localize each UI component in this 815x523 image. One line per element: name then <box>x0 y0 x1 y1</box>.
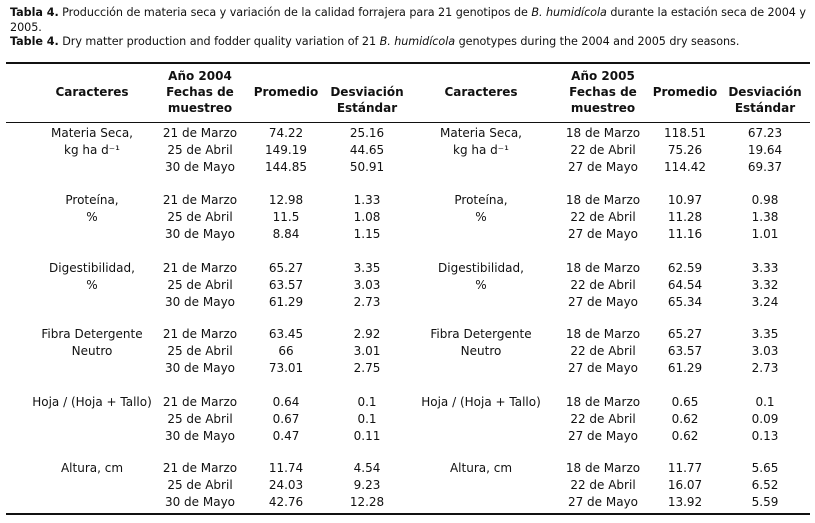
sampling-date-cell: 21 de Marzo <box>162 327 238 341</box>
mean-cell: 12.98 <box>268 193 304 207</box>
std-dev-cell: 50.91 <box>349 160 385 174</box>
mean-cell: 149.19 <box>265 143 307 157</box>
std-dev-cell: 3.32 <box>751 278 779 292</box>
caption-en-species: B. humidícola <box>379 35 456 48</box>
sampling-date-cell: 27 de Mayo <box>567 361 639 375</box>
std-dev-cell: 3.03 <box>353 278 381 292</box>
std-dev-cell: 2.73 <box>353 295 381 309</box>
trait-label-2005: Digestibilidad, <box>438 261 524 275</box>
sampling-date-cell: 18 de Marzo <box>565 461 641 475</box>
std-dev-cell: 67.23 <box>747 126 783 140</box>
sampling-date-cell: 22 de Abril <box>570 210 636 224</box>
std-dev-cell: 0.1 <box>357 395 377 409</box>
sampling-date-cell: 18 de Marzo <box>565 126 641 140</box>
mean-cell: 8.84 <box>272 227 300 241</box>
std-dev-cell: 0.98 <box>751 193 779 207</box>
sampling-date-cell: 22 de Abril <box>570 143 636 157</box>
std-dev-cell: 0.1 <box>357 412 377 426</box>
std-dev-cell: 19.64 <box>747 143 783 157</box>
sampling-date-cell: 18 de Marzo <box>565 261 641 275</box>
std-dev-cell: 1.33 <box>353 193 381 207</box>
mean-cell: 11.28 <box>667 210 703 224</box>
sampling-date-cell: 27 de Mayo <box>567 429 639 443</box>
mean-cell: 73.01 <box>268 361 304 375</box>
mean-cell: 0.67 <box>272 412 300 426</box>
mean-cell: 118.51 <box>664 126 706 140</box>
mean-cell: 10.97 <box>667 193 703 207</box>
sampling-date-cell: 27 de Mayo <box>567 160 639 174</box>
top-rule <box>6 62 810 64</box>
trait-unit-2005: % <box>475 210 487 224</box>
mean-cell: 63.57 <box>268 278 304 292</box>
sampling-date-cell: 30 de Mayo <box>164 160 236 174</box>
header-desviacion-2004 <box>322 84 412 116</box>
sampling-date-cell: 18 de Marzo <box>565 395 641 409</box>
std-dev-cell: 0.13 <box>751 429 779 443</box>
caption-english <box>10 35 810 50</box>
mean-cell: 63.45 <box>268 327 304 341</box>
sampling-date-cell: 25 de Abril <box>167 278 233 292</box>
header-fechas-2004-line1: Fechas de <box>166 85 234 99</box>
trait-unit-2004: Neutro <box>71 344 113 358</box>
sampling-date-cell: 22 de Abril <box>570 478 636 492</box>
std-dev-cell: 6.52 <box>751 478 779 492</box>
sampling-date-cell: 30 de Mayo <box>164 495 236 509</box>
std-dev-cell: 3.03 <box>751 344 779 358</box>
sampling-date-cell: 25 de Abril <box>167 412 233 426</box>
mean-cell: 62.59 <box>667 261 703 275</box>
std-dev-cell: 5.65 <box>751 461 779 475</box>
mean-cell: 75.26 <box>667 143 703 157</box>
std-dev-cell: 3.35 <box>353 261 381 275</box>
header-fechas-2004-line2: muestreo <box>167 101 233 115</box>
trait-label-2005: Materia Seca, <box>440 126 522 140</box>
sampling-date-cell: 27 de Mayo <box>567 495 639 509</box>
std-dev-cell: 3.01 <box>353 344 381 358</box>
mean-cell: 13.92 <box>667 495 703 509</box>
header-rule <box>6 122 810 123</box>
mean-cell: 61.29 <box>268 295 304 309</box>
sampling-date-cell: 30 de Mayo <box>164 295 236 309</box>
sampling-date-cell: 25 de Abril <box>167 143 233 157</box>
std-dev-cell: 1.38 <box>751 210 779 224</box>
std-dev-cell: 4.54 <box>353 461 381 475</box>
mean-cell: 24.03 <box>268 478 304 492</box>
caption-es-text-a: Producción de materia seca y variación de la calidad forrajera para 21 genotipos de <box>58 6 532 19</box>
header-caracteres-2005: Caracteres <box>444 85 518 99</box>
std-dev-cell: 1.15 <box>353 227 381 241</box>
sampling-date-cell: 30 de Mayo <box>164 227 236 241</box>
std-dev-cell: 2.92 <box>353 327 381 341</box>
trait-label-2005: Fibra Detergente <box>430 327 532 341</box>
sampling-date-cell: 18 de Marzo <box>565 193 641 207</box>
std-dev-cell: 3.33 <box>751 261 779 275</box>
std-dev-cell: 25.16 <box>349 126 385 140</box>
trait-label-2004: Hoja / (Hoja + Tallo) <box>32 395 152 409</box>
trait-label-2004: Altura, cm <box>60 461 124 475</box>
header-year-2004 <box>150 68 250 116</box>
mean-cell: 0.62 <box>671 412 699 426</box>
trait-label-2004: Materia Seca, <box>51 126 133 140</box>
header-promedio-2005: Promedio <box>652 85 718 99</box>
caption-es-label: Tabla 4. <box>10 6 59 19</box>
trait-unit-2005: Neutro <box>460 344 502 358</box>
std-dev-cell: 12.28 <box>349 495 385 509</box>
header-desviacion-2004-line2: Estándar <box>336 101 398 115</box>
sampling-date-cell: 22 de Abril <box>570 278 636 292</box>
std-dev-cell: 0.11 <box>353 429 381 443</box>
caption-spanish <box>10 6 810 35</box>
std-dev-cell: 1.08 <box>353 210 381 224</box>
trait-unit-2004: % <box>86 278 98 292</box>
header-desviacion-2004-line1: Desviación <box>330 85 404 99</box>
sampling-date-cell: 25 de Abril <box>167 344 233 358</box>
caption-en-text-a: Dry matter production and fodder quality variation of 21 <box>58 35 380 48</box>
header-desviacion-2005 <box>720 84 810 116</box>
sampling-date-cell: 21 de Marzo <box>162 126 238 140</box>
sampling-date-cell: 25 de Abril <box>167 210 233 224</box>
header-year-2004-label: Año 2004 <box>168 69 232 83</box>
trait-unit-2004: kg ha d⁻¹ <box>64 143 120 157</box>
trait-label-2005: Altura, cm <box>449 461 513 475</box>
mean-cell: 66 <box>278 344 294 358</box>
mean-cell: 63.57 <box>667 344 703 358</box>
mean-cell: 0.65 <box>671 395 699 409</box>
std-dev-cell: 0.09 <box>751 412 779 426</box>
trait-label-2005: Hoja / (Hoja + Tallo) <box>421 395 541 409</box>
header-caracteres-2004: Caracteres <box>55 85 129 99</box>
mean-cell: 11.77 <box>667 461 703 475</box>
caption-es-text-b: durante la estación seca de 2004 y 2005. <box>10 6 806 34</box>
mean-cell: 65.34 <box>667 295 703 309</box>
header-desviacion-2005-line1: Desviación <box>728 85 802 99</box>
std-dev-cell: 0.1 <box>755 395 775 409</box>
sampling-date-cell: 25 de Abril <box>167 478 233 492</box>
sampling-date-cell: 21 de Marzo <box>162 261 238 275</box>
sampling-date-cell: 30 de Mayo <box>164 429 236 443</box>
sampling-date-cell: 27 de Mayo <box>567 295 639 309</box>
std-dev-cell: 3.35 <box>751 327 779 341</box>
header-year-2005 <box>553 68 653 116</box>
std-dev-cell: 9.23 <box>353 478 381 492</box>
sampling-date-cell: 22 de Abril <box>570 344 636 358</box>
std-dev-cell: 69.37 <box>747 160 783 174</box>
std-dev-cell: 3.24 <box>751 295 779 309</box>
mean-cell: 64.54 <box>667 278 703 292</box>
trait-unit-2004: % <box>86 210 98 224</box>
table-caption <box>10 6 810 50</box>
sampling-date-cell: 21 de Marzo <box>162 395 238 409</box>
caption-en-label: Table 4. <box>10 35 59 48</box>
sampling-date-cell: 30 de Mayo <box>164 361 236 375</box>
mean-cell: 0.62 <box>671 429 699 443</box>
mean-cell: 42.76 <box>268 495 304 509</box>
header-fechas-2005-line1: Fechas de <box>569 85 637 99</box>
trait-unit-2005: % <box>475 278 487 292</box>
std-dev-cell: 2.73 <box>751 361 779 375</box>
trait-label-2004: Digestibilidad, <box>49 261 135 275</box>
mean-cell: 11.5 <box>272 210 300 224</box>
bottom-rule <box>6 513 810 515</box>
mean-cell: 0.64 <box>272 395 300 409</box>
std-dev-cell: 44.65 <box>349 143 385 157</box>
trait-label-2005: Proteína, <box>454 193 508 207</box>
mean-cell: 11.16 <box>667 227 703 241</box>
mean-cell: 65.27 <box>667 327 703 341</box>
sampling-date-cell: 21 de Marzo <box>162 461 238 475</box>
std-dev-cell: 5.59 <box>751 495 779 509</box>
mean-cell: 0.47 <box>272 429 300 443</box>
caption-es-species: B. humidícola <box>531 6 607 19</box>
mean-cell: 16.07 <box>667 478 703 492</box>
mean-cell: 61.29 <box>667 361 703 375</box>
header-desviacion-2005-line2: Estándar <box>734 101 796 115</box>
mean-cell: 74.22 <box>268 126 304 140</box>
caption-en-text-b: genotypes during the 2004 and 2005 dry seasons. <box>455 35 740 48</box>
sampling-date-cell: 21 de Marzo <box>162 193 238 207</box>
header-promedio-2004: Promedio <box>253 85 319 99</box>
trait-unit-2005: kg ha d⁻¹ <box>453 143 509 157</box>
std-dev-cell: 2.75 <box>353 361 381 375</box>
trait-label-2004: Proteína, <box>65 193 119 207</box>
sampling-date-cell: 18 de Marzo <box>565 327 641 341</box>
sampling-date-cell: 22 de Abril <box>570 412 636 426</box>
trait-label-2004: Fibra Detergente <box>41 327 143 341</box>
std-dev-cell: 1.01 <box>751 227 779 241</box>
sampling-date-cell: 27 de Mayo <box>567 227 639 241</box>
mean-cell: 11.74 <box>268 461 304 475</box>
mean-cell: 144.85 <box>265 160 307 174</box>
header-fechas-2005-line2: muestreo <box>570 101 636 115</box>
mean-cell: 65.27 <box>268 261 304 275</box>
mean-cell: 114.42 <box>664 160 706 174</box>
header-year-2005-label: Año 2005 <box>571 69 635 83</box>
